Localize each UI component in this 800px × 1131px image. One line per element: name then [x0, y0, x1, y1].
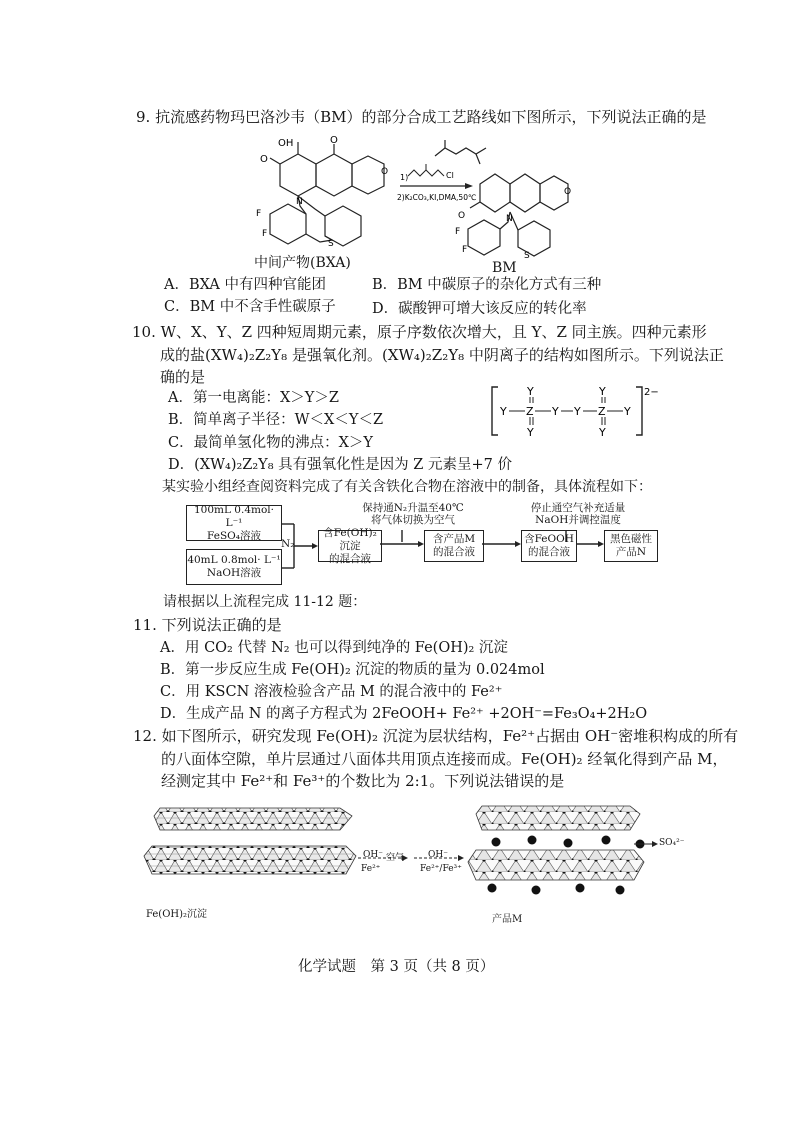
q12-oh-label-1: OH⁻ — [363, 850, 383, 860]
flow-n2-label: N₂ — [281, 538, 295, 550]
q11-option-a[interactable]: A．用 CO₂ 代替 N₂ 也可以得到纯净的 Fe(OH)₂ 沉淀 — [160, 640, 508, 656]
bxa-n-label: N — [296, 197, 303, 207]
product-m-layer-top — [476, 806, 640, 830]
reagent-step2: 2)K₂CO₃,KI,DMA,50℃ — [397, 193, 477, 202]
q12-fe23-label: Fe²⁺/Fe³⁺ — [420, 864, 462, 874]
anion-y-2: Y — [552, 405, 559, 418]
q12-fe2-label: Fe²⁺ — [361, 864, 381, 874]
flow-box-feso4 — [186, 505, 282, 541]
q11-option-d[interactable]: D．生成产品 N 的离子方程式为 2FeOOH+ Fe²⁺ +2OH⁻=Fe₃O₄+2H₂O — [160, 706, 648, 722]
q10-stem-line1: 10. W、X、Y、Z 四种短周期元素，原子序数依次增大，且 Y、Z 同主族。四种元素形 — [132, 323, 707, 341]
feoh2-layer-bottom — [144, 846, 356, 874]
page-footer: 化学试题 第 3 页（共 8 页） — [298, 959, 495, 975]
q11-stem: 11. 下列说法正确的是 — [133, 616, 282, 634]
flow-step2-line1: 停止通空气补充适量 — [530, 502, 626, 514]
anion-y-top1: Y — [527, 385, 534, 398]
flow-box-n-line2: 产品N — [615, 546, 647, 558]
anion-y-top2: Y — [599, 385, 606, 398]
bm-s-label: S — [524, 251, 530, 261]
q12-stem-line1: 12. 如下图所示，研究发现 Fe(OH)₂ 沉淀为层状结构，Fe²⁺占据由 OH⁻密堆积构成的所有 — [133, 727, 739, 745]
flow-box-feooh-line2: 的混合液 — [528, 546, 570, 558]
flow-intro: 某实验小组经查阅资料完成了有关含铁化合物在溶液中的制备，具体流程如下： — [162, 479, 652, 495]
q9-reaction-scheme — [240, 134, 580, 264]
flow-step2 — [518, 502, 638, 526]
flow-box-feso4-line2: FeSO₄溶液 — [207, 529, 261, 542]
product-m-layer-bottom — [468, 850, 644, 880]
flow-box-feooh-line1: 含FeOOH — [524, 533, 574, 545]
bm-f2-label: F — [462, 245, 468, 255]
product-m-label: 产品M — [492, 914, 523, 925]
bm-o2-label: O — [564, 187, 572, 197]
bxa-f2-label: F — [262, 229, 268, 239]
anion-y-4: Y — [624, 405, 631, 418]
bxa-structure — [270, 142, 384, 246]
reagent-cl: Cl — [446, 171, 454, 180]
q12-air-label: 空气 — [386, 853, 405, 863]
flow-box-naoh-line2: NaOH溶液 — [206, 567, 262, 579]
flow-box-feso4-line1: 100mL 0.4mol· L⁻¹ — [194, 503, 274, 529]
bxa-oh-label: OH — [278, 138, 294, 149]
q10-option-c[interactable]: C．最简单氢化物的沸点：X＞Y — [168, 435, 373, 451]
flow-step1-line2: 将气体切换为空气 — [371, 514, 455, 526]
flow-box-naoh — [186, 549, 282, 585]
feoh2-layer-top — [154, 808, 352, 830]
flow-box-product-n — [604, 530, 658, 562]
feoh2-precipitate-label: Fe(OH)₂沉淀 — [146, 909, 208, 920]
q10-stem-line3: 确的是 — [160, 368, 206, 386]
flow-box-feoh2-line1: 含Fe(OH)₂沉淀 — [323, 526, 377, 552]
flow-box-m-line2: 的混合液 — [433, 546, 475, 558]
anion-z-2: Z — [598, 405, 606, 418]
bxa-o2-label: O — [330, 135, 338, 146]
bm-label: BM — [492, 260, 517, 276]
q11-option-b[interactable]: B．第一步反应生成 Fe(OH)₂ 沉淀的物质的量为 0.024mol — [160, 662, 545, 678]
bm-f1-label: F — [455, 227, 461, 237]
q12-stem-line2: 的八面体空隙，单片层通过八面体共用顶点连接而成。Fe(OH)₂ 经氧化得到产品 M， — [161, 750, 728, 768]
q10-option-a[interactable]: A．第一电离能：X＞Y＞Z — [168, 390, 339, 406]
q9-stem: 9. 抗流感药物玛巴洛沙韦（BM）的部分合成工艺路线如下图所示，下列说法正确的是 — [136, 108, 707, 126]
q10-option-b[interactable]: B．简单离子半径：W＜X＜Y＜Z — [168, 412, 384, 428]
flow-box-feoh2 — [318, 526, 382, 565]
reaction-arrowhead — [465, 183, 473, 189]
q10-stem-line2: 成的盐(XW₄)₂Z₂Y₈ 是强氧化剂。(XW₄)₂Z₂Y₈ 中阴离子的结构如图所示。下列说法正 — [160, 346, 724, 364]
anion-z-1: Z — [526, 405, 534, 418]
reagent-step1: 1) — [400, 173, 409, 182]
q9-option-d[interactable]: D．碳酸钾可增大该反应的转化率 — [372, 301, 587, 317]
bxa-label: 中间产物(BXA) — [254, 255, 351, 271]
bxa-s-label: S — [328, 239, 334, 249]
flow-box-m-line1: 含产品M — [432, 533, 476, 545]
bm-n-label: N — [506, 214, 513, 224]
flow-box-naoh-line1: 40mL 0.8mol· L⁻¹ — [187, 554, 281, 566]
flow-step1 — [358, 502, 468, 526]
anion-y-bot2: Y — [599, 426, 606, 439]
flow-box-feooh — [521, 530, 577, 562]
flow-after: 请根据以上流程完成 11-12 题： — [163, 594, 367, 610]
anion-charge: 2− — [644, 387, 659, 398]
flow-box-n-line1: 黑色磁性 — [610, 533, 652, 545]
q9-option-b[interactable]: B．BM 中碳原子的杂化方式有三种 — [372, 277, 602, 293]
bxa-o3-label: O — [381, 167, 389, 177]
flow-box-product-m — [424, 530, 484, 562]
layered-structure-figure — [140, 800, 680, 930]
anion-y-bot1: Y — [527, 426, 534, 439]
anion-y-3: Y — [574, 405, 581, 418]
q12-oh-label-2: OH⁻ — [428, 850, 448, 860]
q12-stem-line3: 经测定其中 Fe²⁺和 Fe³⁺的个数比为 2:1。下列说法错误的是 — [161, 772, 565, 790]
q9-option-c[interactable]: C．BM 中不含手性碳原子 — [164, 299, 336, 315]
q9-option-a[interactable]: A．BXA 中有四种官能团 — [164, 277, 327, 293]
q12-so4-label: SO₄²⁻ — [659, 838, 685, 848]
bxa-o-label: O — [260, 154, 268, 165]
flow-step2-line2: NaOH并调控温度 — [535, 514, 621, 526]
bm-o-label: O — [458, 211, 466, 221]
anion-structure — [486, 383, 686, 443]
bxa-f1-label: F — [256, 209, 262, 219]
q11-option-c[interactable]: C．用 KSCN 溶液检验含产品 M 的混合液中的 Fe²⁺ — [160, 684, 503, 700]
q10-option-d[interactable]: D．(XW₄)₂Z₂Y₈ 具有强氧化性是因为 Z 元素呈+7 价 — [168, 457, 512, 473]
flow-step1-line1: 保持通N₂升温至40℃ — [362, 502, 464, 514]
anion-y-1: Y — [500, 405, 507, 418]
reagent-structure — [408, 164, 444, 176]
flow-box-feoh2-line2: 的混合液 — [329, 552, 371, 565]
